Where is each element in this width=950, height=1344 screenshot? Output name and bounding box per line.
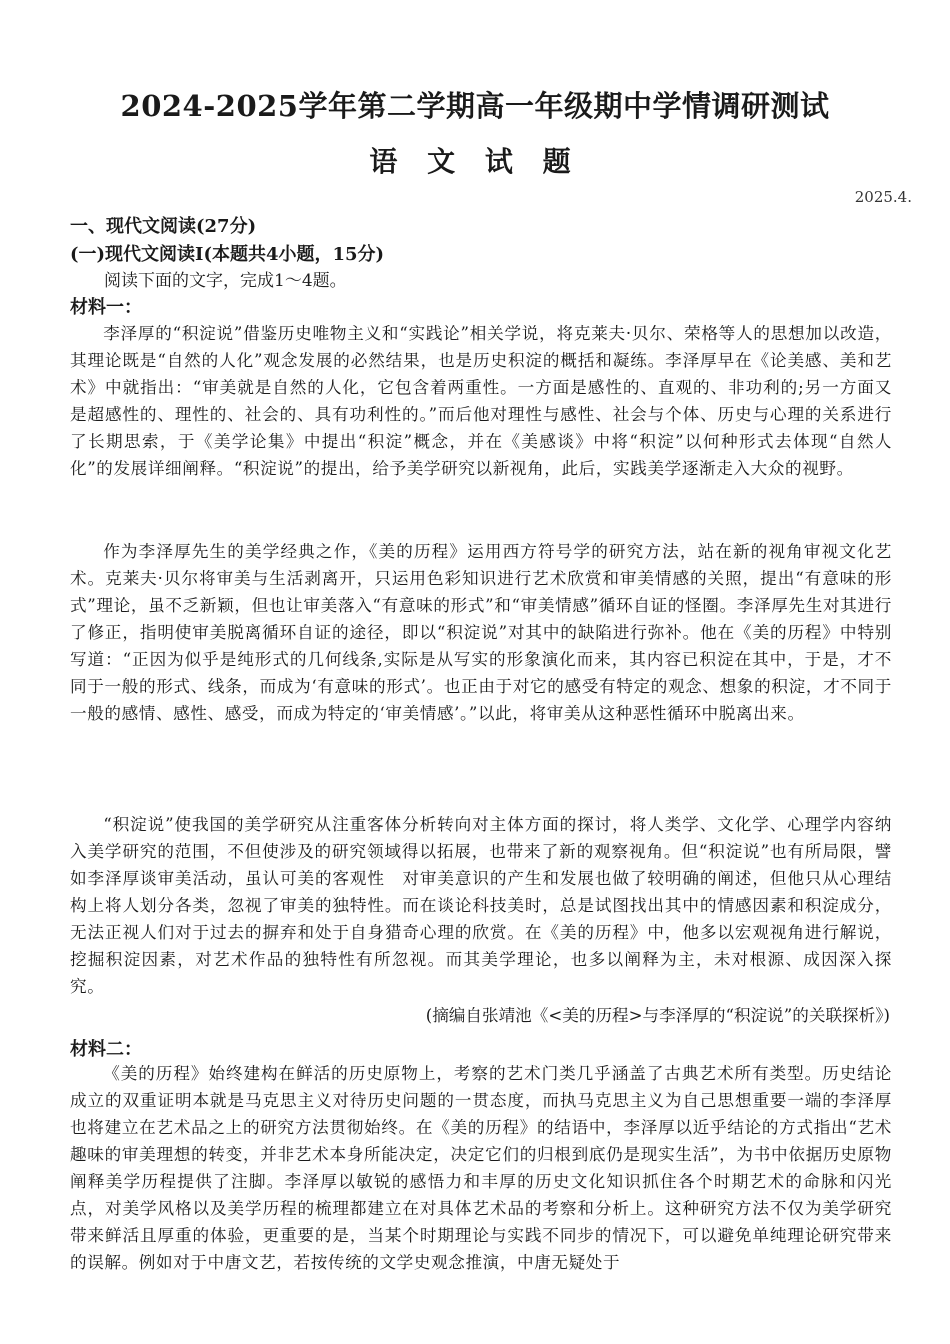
subject-title: 语 文 试 题 (369, 145, 581, 178)
material-1-label: 材料一： (70, 297, 142, 318)
exam-date: 2025.4. (854, 188, 912, 206)
material-1-paragraph-3: “积淀说”使我国的美学研究从注重客体分析转向对主体方面的探讨，将人类学、文化学、心理学内容纳入美学研究的范围，不但使涉及的研究领域得以拓展，也带来了新的观察视角。但“积淀说”也有所局限，譬如李泽厚谈审美活动，虽认可美的客观性 对审美意识的产生和发展也做了较明确的阐述，但他只从心理结构上将人划分各类，忽视了审美的独特性。而在谈论科技美时，总是试图找出其中的情感因素和积淀成分，无法正视人们对于过去的摒弃和处于自身猎奇心理的欣赏。在《美的历程》中，他多以宏观视角进行解说，挖掘积淀因素，对艺术作品的独特性有所忽视。而其美学理论，也多以阐释为主，未对根源、成因深入探究。 (70, 815, 892, 996)
exam-title: 2024-2025学年第二学期高一年级期中学情调研测试 (120, 89, 830, 123)
material-1-paragraph-1: 李泽厚的“积淀说”借鉴历史唯物主义和“实践论”相关学说，将克莱夫·贝尔、荣格等人的思想加以改造，其理论既是“自然的人化”观念发展的必然结果，也是历史积淀的概括和凝练。李泽厚早在《论美感、美和艺术》中就指出：“审美就是自然的人化，它包含着两重性。一方面是感性的、直观的、非功利的;另一方面又是超感性的、理性的、社会的、具有功利性的。”而后他对理性与感性、社会与个体、历史与心理的关系进行了长期思索，于《美学论集》中提出“积淀”概念，并在《美感谈》中将“积淀”以何种形式去体现“自然人化”的发展详细阐释。“积淀说”的提出，给予美学研究以新视角，此后，实践美学逐渐走入大众的视野。 (70, 324, 892, 478)
material-2-label: 材料二： (70, 1039, 142, 1060)
material-1-paragraph-2: 作为李泽厚先生的美学经典之作，《美的历程》运用西方符号学的研究方法，站在新的视角审视文化艺术。克莱夫·贝尔将审美与生活剥离开，只运用色彩知识进行艺术欣赏和审美情感的关照，提出“有意味的形式”理论，虽不乏新颖，但也让审美落入“有意味的形式”和“审美情感”循环自证的怪圈。李泽厚先生对其进行了修正，指明使审美脱离循环自证的途径，即以“积淀说”对其中的缺陷进行弥补。他在《美的历程》中特别写道：“正因为似乎是纯形式的几何线条,实际是从写实的形象演化而来，其内容已积淀在其中，于是，才不同于一般的形式、线条，而成为‘有意味的形式’。也正由于对它的感受有特定的观念、想象的积淀，才不同于一般的感情、感性、感受，而成为特定的‘审美情感’。”以此，将审美从这种恶性循环中脱离出来。 (70, 542, 892, 723)
material-1-source: (摘编自张靖池《<美的历程>与李泽厚的“积淀说”的关联探析》) (425, 1006, 890, 1025)
section-heading: 一、现代文阅读(27分) (70, 216, 257, 237)
material-2-paragraph-1: 《美的历程》始终建构在鲜活的历史原物上，考察的艺术门类几乎涵盖了古典艺术所有类型。历史结论成立的双重证明本就是马克思主义对待历史问题的一贯态度，而执马克思主义为自己思想重要一端的李泽厚也将建立在艺术品之上的研究方法贯彻始终。在《美的历程》的结语中，李泽厚以近乎结论的方式指出“艺术趣味的审美理想的转变，并非艺术本身所能决定，决定它们的归根到底仍是现实生活”，为书中依据历史原物阐释美学历程提供了注脚。李泽厚以敏锐的感悟力和丰厚的历史文化知识抓住各个时期艺术的命脉和闪光点，对美学风格以及美学历程的梳理都建立在对具体艺术品的考察和分析上。这种研究方法不仅为美学研究带来鲜活且厚重的体验，更重要的是，当某个时期理论与实践不同步的情况下，可以避免单纯理论研究带来的误解。例如对于中唐文艺，若按传统的文学史观念推演，中唐无疑处于 (70, 1064, 892, 1272)
reading-instruction: 阅读下面的文字，完成1～4题。 (104, 271, 347, 291)
subsection-heading: (一)现代文阅读Ⅰ(本题共4小题，15分) (70, 244, 385, 265)
